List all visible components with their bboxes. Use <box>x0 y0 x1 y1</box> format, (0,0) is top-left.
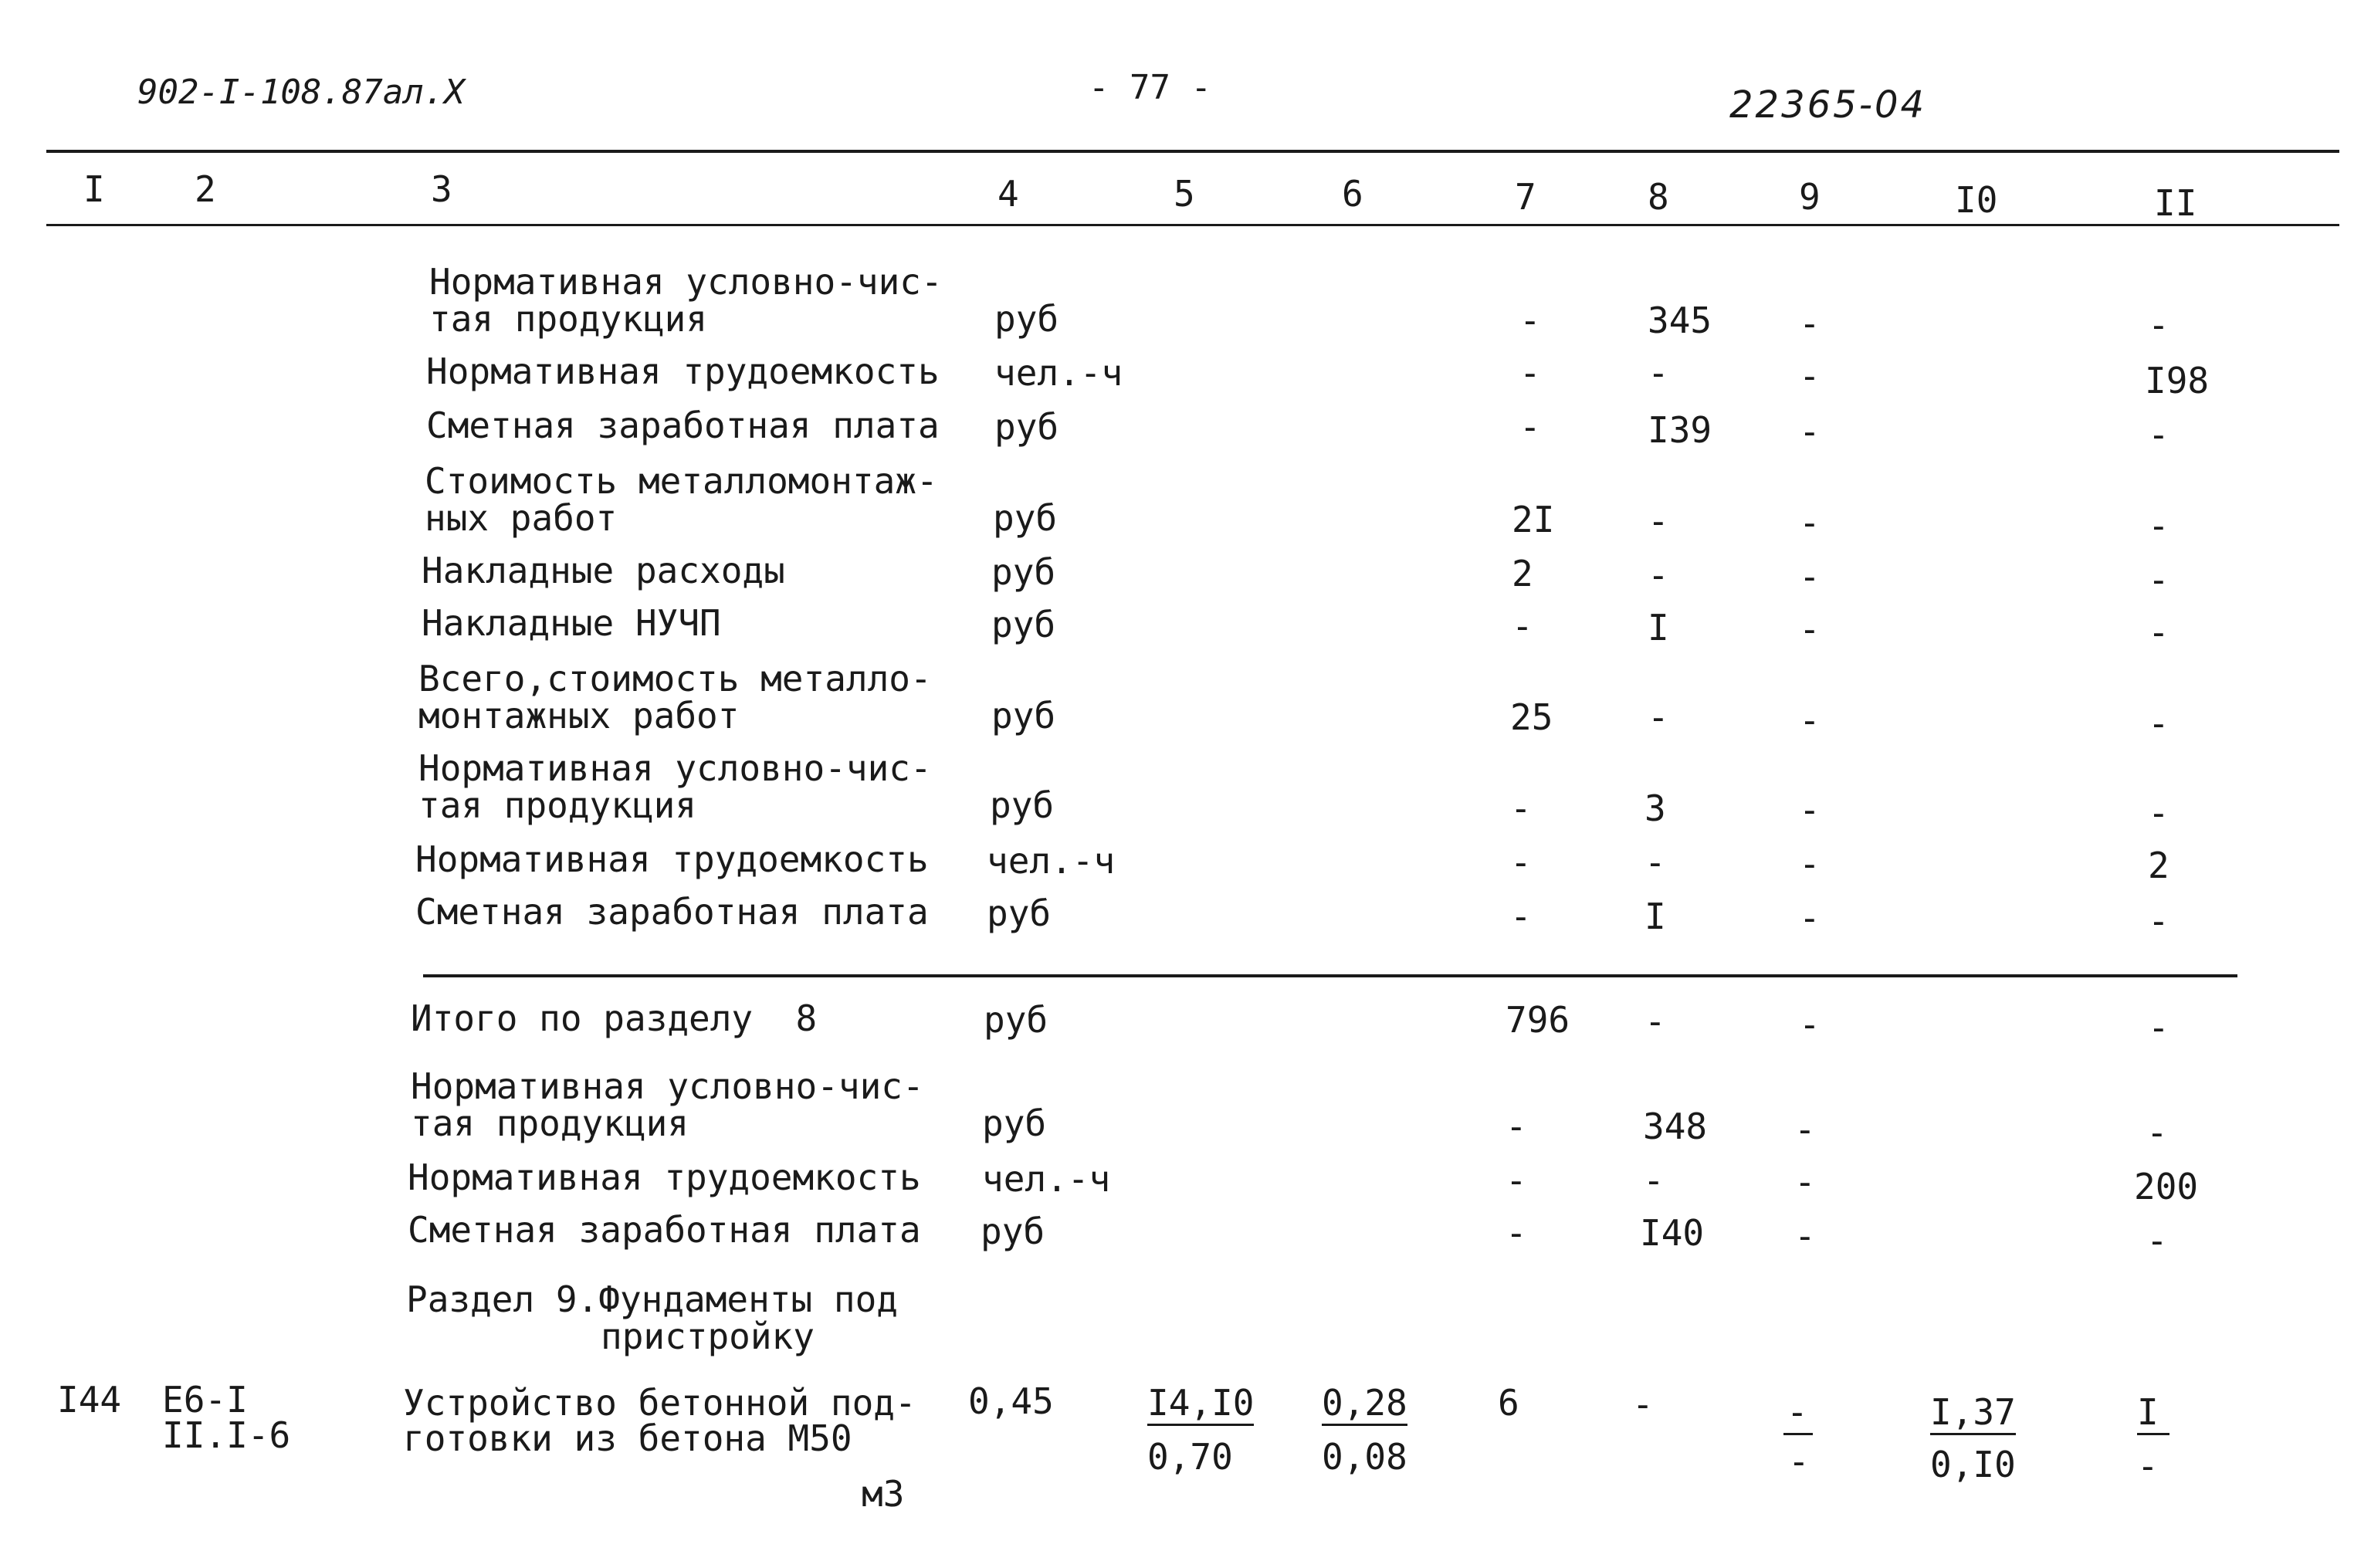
row-name-line: тая продукция <box>411 1102 689 1144</box>
row-col9: - <box>1799 556 1821 598</box>
item-col9-top: - <box>1783 1394 1813 1435</box>
row-col8: I <box>1648 607 1669 649</box>
row-unit: руб <box>987 892 1052 934</box>
row-col9: - <box>1799 355 1821 397</box>
column-header: I0 <box>1955 179 1998 221</box>
row-col8: 348 <box>1643 1106 1708 1147</box>
column-header: 2 <box>195 168 216 210</box>
column-header: 6 <box>1342 173 1363 215</box>
row-unit: руб <box>991 695 1056 737</box>
row-col8: - <box>1648 352 1669 394</box>
column-header: 5 <box>1174 173 1195 215</box>
row-col8: I <box>1644 896 1666 937</box>
row-col7: 25 <box>1510 696 1553 738</box>
column-header: 3 <box>431 168 452 210</box>
row-col9: - <box>1799 1004 1821 1045</box>
row-col11: - <box>2148 703 2169 744</box>
row-unit: руб <box>984 999 1048 1041</box>
row-unit: руб <box>991 551 1056 593</box>
item-quantity: 0,45 <box>968 1380 1054 1422</box>
row-col7: - <box>1506 1160 1527 1201</box>
row-col9: - <box>1799 608 1821 650</box>
row-unit: руб <box>994 406 1059 448</box>
item-col5-top: I4,I0 <box>1147 1385 1254 1426</box>
row-name-line: ных работ <box>425 497 618 539</box>
item-col6-top: 0,28 <box>1322 1385 1407 1426</box>
row-name-line: Накладные НУЧП <box>422 602 721 644</box>
row-col8: I40 <box>1640 1212 1705 1254</box>
row-unit: руб <box>991 604 1056 645</box>
item-col5-bottom: 0,70 <box>1147 1436 1233 1478</box>
row-unit: руб <box>990 784 1055 826</box>
document-code: 902-I-108.87ал.X <box>137 73 465 112</box>
row-col11: - <box>2148 304 2169 346</box>
row-unit: руб <box>982 1102 1047 1144</box>
column-header: 8 <box>1648 176 1669 218</box>
item-col8: - <box>1632 1383 1654 1425</box>
row-col8: - <box>1648 500 1669 542</box>
row-col7: 2I <box>1512 499 1555 540</box>
column-header: II <box>2154 182 2197 224</box>
row-col9: - <box>1799 411 1821 452</box>
item-number: I44 <box>57 1379 122 1421</box>
section-title-continued: пристройку <box>601 1316 815 1357</box>
row-col11: 2 <box>2148 845 2169 886</box>
row-name-line: Нормативная условно-чис- <box>429 261 943 303</box>
row-col11: - <box>2148 900 2169 942</box>
top-rule <box>46 150 2339 153</box>
row-unit: чел.-ч <box>994 352 1123 394</box>
row-col11: - <box>2146 1220 2168 1262</box>
row-name-line: Нормативная условно-чис- <box>411 1065 924 1107</box>
item-col7: 6 <box>1498 1382 1519 1424</box>
row-col11: - <box>2148 611 2169 653</box>
row-unit: руб <box>981 1211 1045 1252</box>
column-header: I <box>83 168 105 210</box>
row-col9: - <box>1799 502 1821 544</box>
row-unit: чел.-ч <box>982 1158 1111 1200</box>
row-name-line: Стоимость металломонтаж- <box>425 460 938 502</box>
item-name: Устройство бетонной под- <box>403 1382 916 1424</box>
row-col9: - <box>1799 699 1821 741</box>
row-col7: - <box>1510 787 1532 829</box>
row-col7: - <box>1519 352 1541 394</box>
item-col11-top: I <box>2137 1394 2169 1435</box>
row-col8: - <box>1648 554 1669 596</box>
row-col8: - <box>1644 1001 1666 1042</box>
row-col9: - <box>1799 897 1821 939</box>
row-col8: 345 <box>1648 300 1712 341</box>
row-col9: - <box>1794 1215 1816 1257</box>
row-col7: - <box>1519 300 1541 341</box>
row-name-line: монтажных работ <box>418 695 740 737</box>
row-col8: - <box>1643 1160 1665 1201</box>
item-col6-bottom: 0,08 <box>1322 1436 1407 1478</box>
header-rule <box>46 224 2339 226</box>
row-col9: - <box>1794 1109 1816 1150</box>
item-col11-bottom: - <box>2137 1445 2159 1487</box>
row-col7: - <box>1512 605 1533 647</box>
item-name: готовки из бетона М50 <box>403 1417 852 1459</box>
row-name-line: Сметная заработная плата <box>426 405 940 446</box>
row-col11: - <box>2146 1112 2168 1153</box>
column-header: 9 <box>1799 176 1821 218</box>
row-name-line: Сметная заработная плата <box>408 1209 921 1251</box>
item-col10-bottom: 0,I0 <box>1930 1444 2016 1485</box>
row-col11: I98 <box>2145 360 2210 401</box>
row-name-line: Нормативная трудоемкость <box>426 351 940 392</box>
row-name-line: Сметная заработная плата <box>415 891 929 933</box>
column-header: 7 <box>1515 176 1536 218</box>
row-name-line: Нормативная условно-чис- <box>418 747 932 789</box>
item-unit: м3 <box>862 1473 905 1515</box>
row-col7: - <box>1510 896 1532 937</box>
row-col9: - <box>1799 843 1821 885</box>
row-col7: 2 <box>1512 553 1533 594</box>
row-col8: 3 <box>1644 787 1666 829</box>
row-name-line: Нормативная трудоемкость <box>415 838 929 880</box>
row-col11: - <box>2148 1007 2169 1048</box>
row-unit: руб <box>993 497 1058 539</box>
row-col8: - <box>1648 696 1669 738</box>
section-title: Раздел 9.Фундаменты под <box>406 1278 898 1320</box>
row-col9: - <box>1794 1161 1816 1203</box>
item-col9-bottom: - <box>1788 1441 1810 1482</box>
column-header: 4 <box>998 173 1019 215</box>
archive-number: 22365-04 <box>1729 83 1927 127</box>
row-col7: - <box>1506 1106 1527 1147</box>
row-col11: - <box>2148 505 2169 547</box>
row-name-line: Нормативная трудоемкость <box>408 1157 921 1198</box>
row-col7: 796 <box>1506 999 1570 1041</box>
row-col7: - <box>1510 842 1532 883</box>
row-unit: чел.-ч <box>987 840 1116 882</box>
row-name-line: тая продукция <box>429 298 708 340</box>
row-col8: - <box>1644 842 1666 883</box>
item-col10-top: I,37 <box>1930 1394 2016 1435</box>
row-col11: - <box>2148 792 2169 834</box>
row-col7: - <box>1506 1212 1527 1254</box>
page-number: - 77 - <box>1089 68 1211 107</box>
row-col7: - <box>1519 406 1541 448</box>
row-unit: руб <box>994 298 1059 340</box>
row-col11: - <box>2148 414 2169 455</box>
row-name-line: тая продукция <box>418 784 697 826</box>
row-name-line: Накладные расходы <box>422 550 785 591</box>
row-col9: - <box>1799 789 1821 831</box>
section-total-label: Итого по разделу 8 <box>411 997 818 1039</box>
row-col11: 200 <box>2134 1166 2199 1207</box>
row-name-line: Всего,стоимость металло- <box>418 658 932 699</box>
item-code: Е6-I <box>162 1379 248 1421</box>
row-col9: - <box>1799 303 1821 344</box>
item-code: II.I-6 <box>162 1414 291 1456</box>
total-separator <box>423 974 2237 977</box>
row-col11: - <box>2148 559 2169 601</box>
row-col8: I39 <box>1648 409 1712 451</box>
